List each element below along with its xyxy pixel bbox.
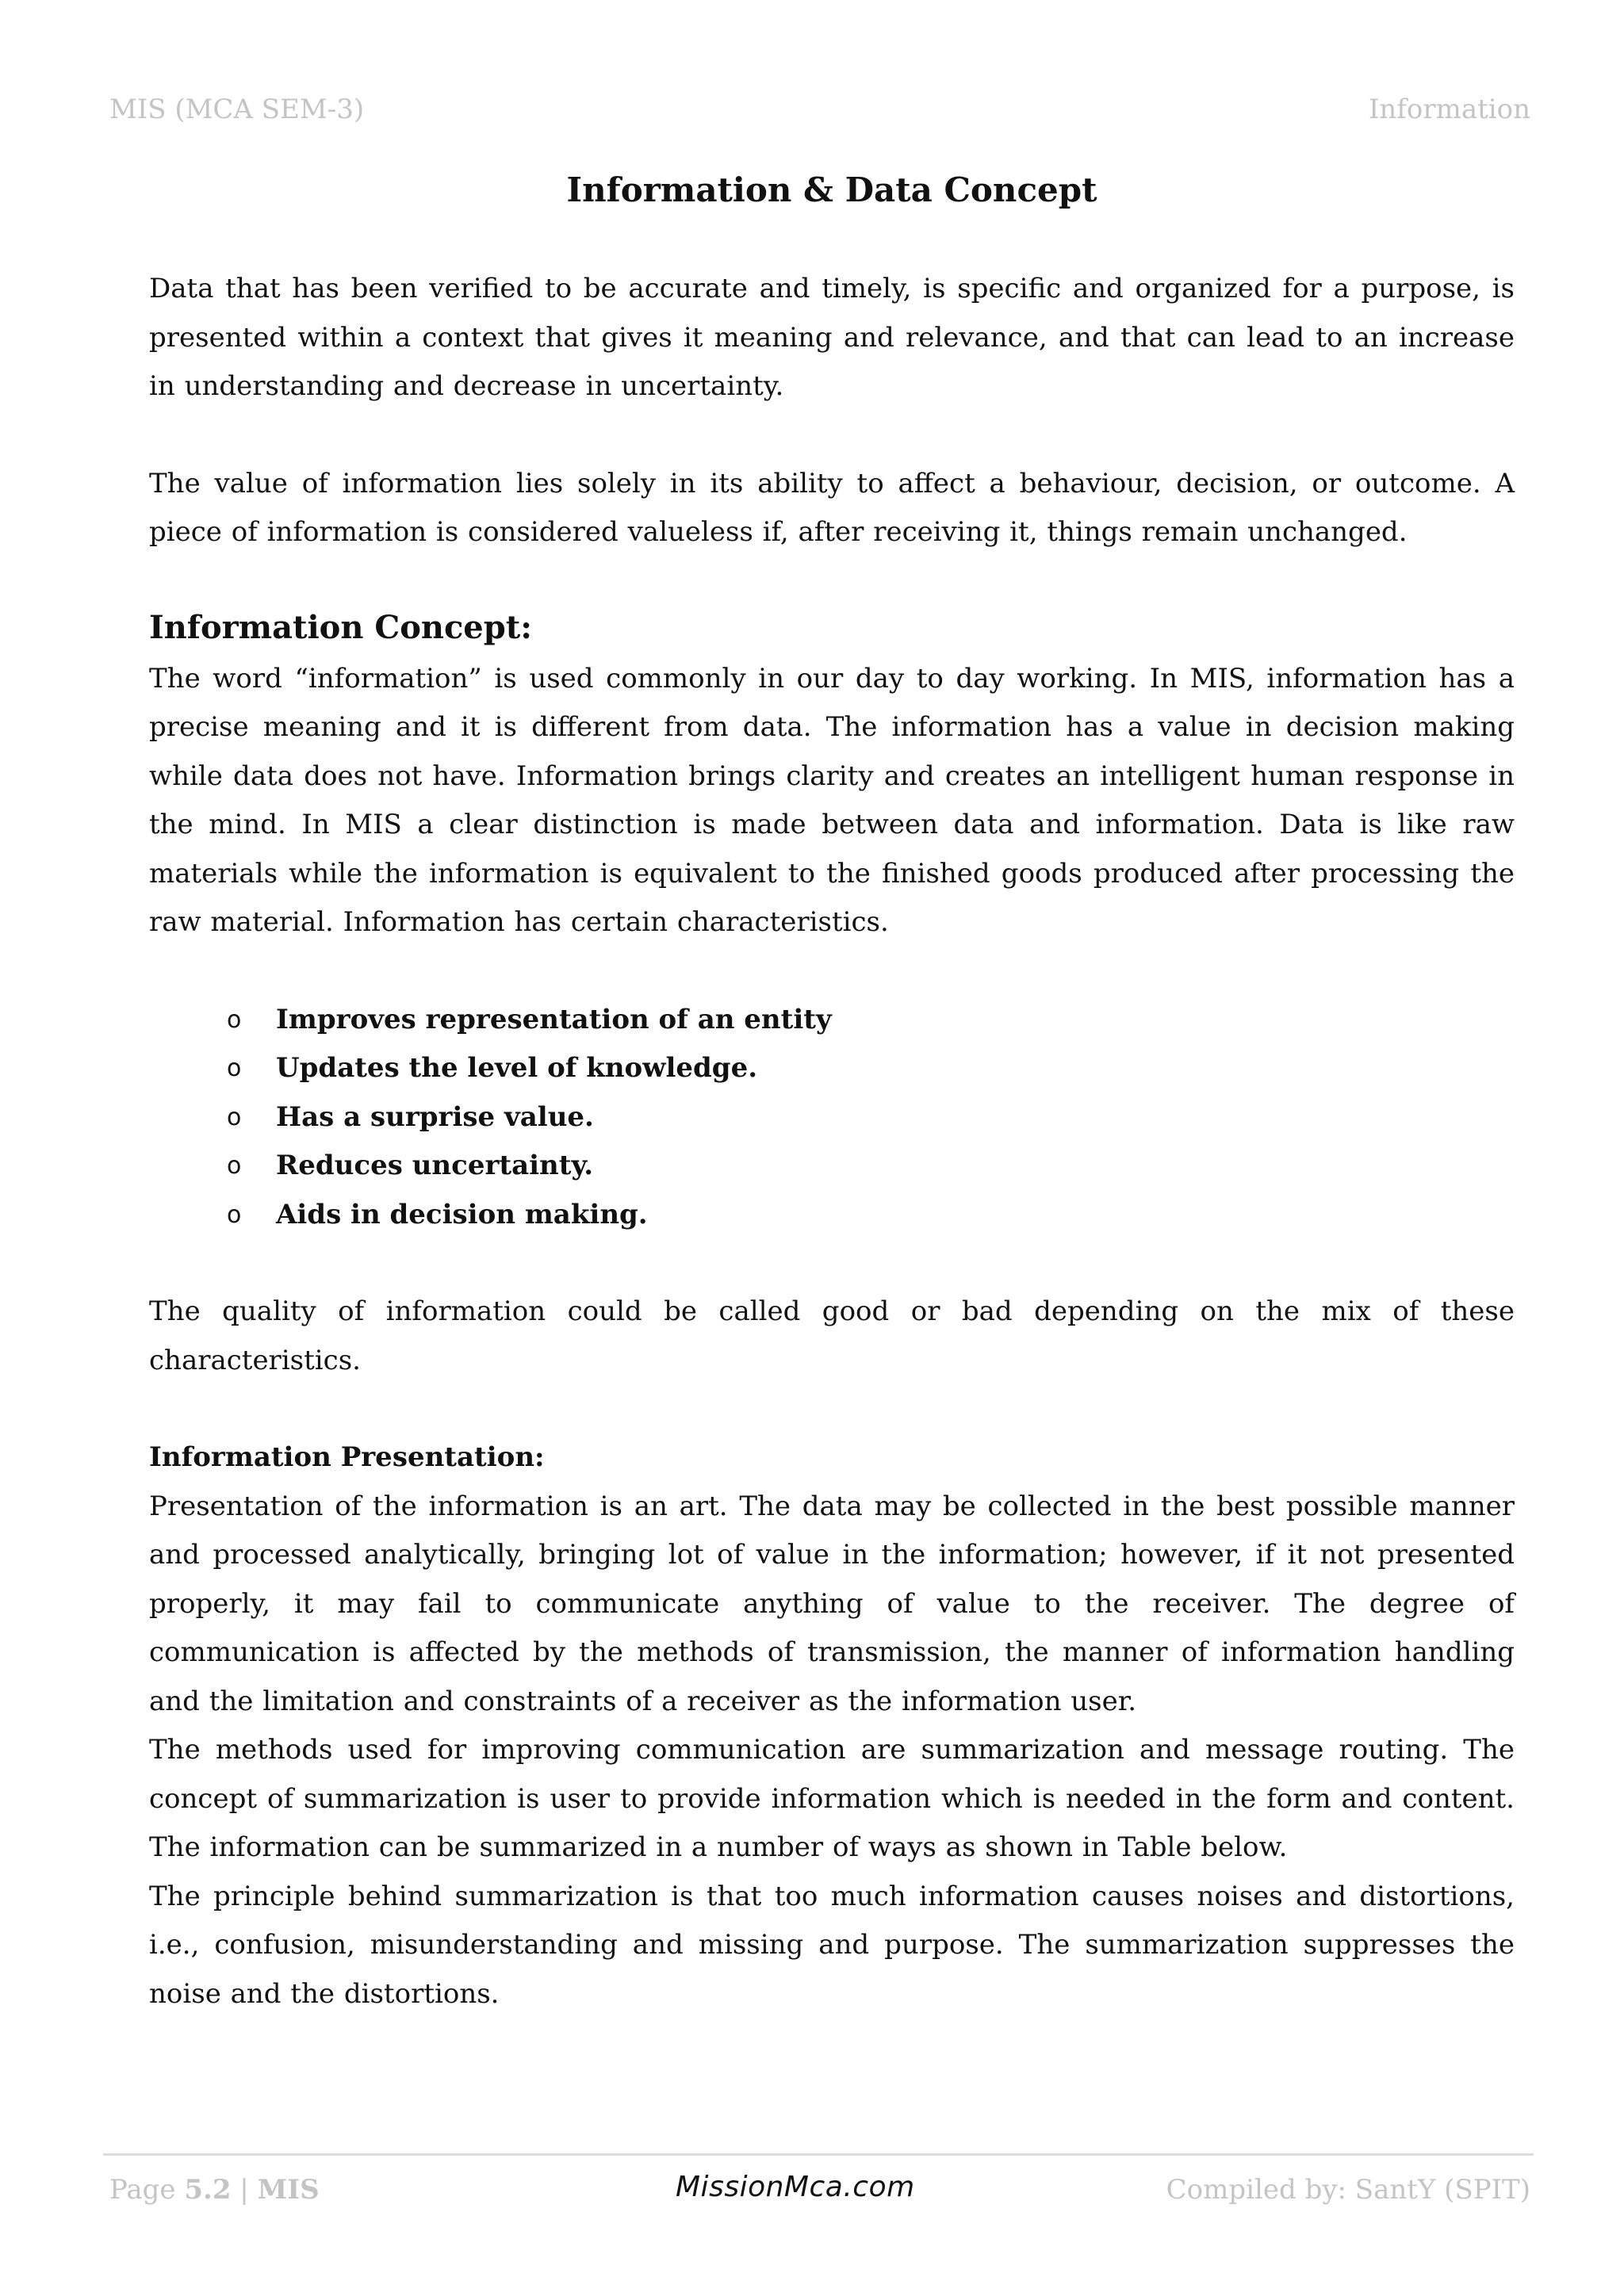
bullet-icon: o	[227, 1200, 242, 1229]
spacer	[149, 1385, 1515, 1433]
footer-site-logo: MissionMca.com	[676, 2171, 915, 2203]
quality-paragraph: The quality of information could be called good or bad depending on the mix of these characteristics.	[149, 1295, 1515, 1376]
intro-paragraph-2: The value of information lies solely in its ability to affect a behaviour, decision, or outcome. A piece of information is considered valueless if, after receiving it, things remain unchanged.	[149, 467, 1515, 548]
spacer	[149, 557, 1515, 606]
presentation-paragraph-3: The principle behind summarization is that too much information causes noises and distortions, i.e., confusion, misunderstanding and missing and purpose. The summarization suppresses the noise and the distortions.	[149, 1880, 1515, 2010]
footer-page-info	[109, 2174, 320, 2206]
list-item-text: Reduces uncertainty.	[276, 1150, 594, 1181]
list-item	[149, 1044, 1515, 1093]
characteristics-list	[149, 996, 1515, 1240]
header-chapter-label: Information	[1368, 94, 1530, 125]
list-item-text: Updates the level of knowledge.	[276, 1052, 758, 1084]
footer-page-number: 5.2	[184, 2174, 232, 2206]
page-content	[149, 166, 1515, 2019]
header-course-label: MIS (MCA SEM-3)	[109, 94, 365, 125]
presentation-paragraph-1: Presentation of the information is an art. The data may be collected in the best possible manner and processed analytically, bringing lot of value in the information; however, if it not presented properly, it may fail to communicate anything of value to the receiver. The degree of communication is affected by the methods of transmission, the manner of information handling and the limitation and constraints of a receiver as the information user.	[149, 1490, 1515, 1717]
footer-page-prefix: Page	[109, 2174, 185, 2206]
information-concept-heading: Information Concept:	[149, 608, 532, 646]
footer-divider	[103, 2153, 1534, 2156]
information-presentation-heading: Information Presentation:	[149, 1441, 545, 1473]
presentation-paragraph-2: The methods used for improving communication are summarization and message routing. The concept of summarization is user to provide information which is needed in the form and content. The information can be summarized in a number of ways as shown in Table below.	[149, 1734, 1515, 1863]
footer-compiled-by: Compiled by: SantY (SPIT)	[1166, 2174, 1530, 2206]
list-item-text: Has a surprise value.	[276, 1100, 594, 1133]
spacer	[149, 947, 1515, 996]
list-item-text: Aids in decision making.	[276, 1198, 648, 1230]
information-concept-paragraph: The word “information” is used commonly in our day to day working. In MIS, information has a precise meaning and it is different from data. The information has a value in decision making while data does not have. Information brings clarity and creates an intelligent human response in the mind. In MIS a clear distinction is made between data and information. Data is like raw materials while the information is equivalent to the finished goods produced after processing the raw material. Information has certain characteristics.	[149, 662, 1515, 938]
list-item-text: Improves representation of an entity	[276, 1003, 832, 1035]
bullet-icon: o	[227, 1103, 242, 1131]
bullet-icon: o	[227, 1005, 242, 1034]
spacer	[149, 411, 1515, 460]
footer-page-subject: MIS	[257, 2174, 320, 2206]
list-item	[149, 996, 1515, 1045]
intro-paragraph-1: Data that has been verified to be accurate and timely, is specific and organized for a purpose, is presented within a context that gives it meaning and relevance, and that can lead to an increase in understanding and decrease in uncertainty.	[149, 273, 1515, 402]
footer-page-separator: |	[231, 2174, 258, 2206]
page-title: Information & Data Concept	[566, 170, 1097, 209]
spacer	[149, 1239, 1515, 1288]
bullet-icon: o	[227, 1054, 242, 1082]
list-item	[149, 1093, 1515, 1142]
list-item	[149, 1142, 1515, 1191]
bullet-icon: o	[227, 1152, 242, 1180]
list-item	[149, 1191, 1515, 1240]
